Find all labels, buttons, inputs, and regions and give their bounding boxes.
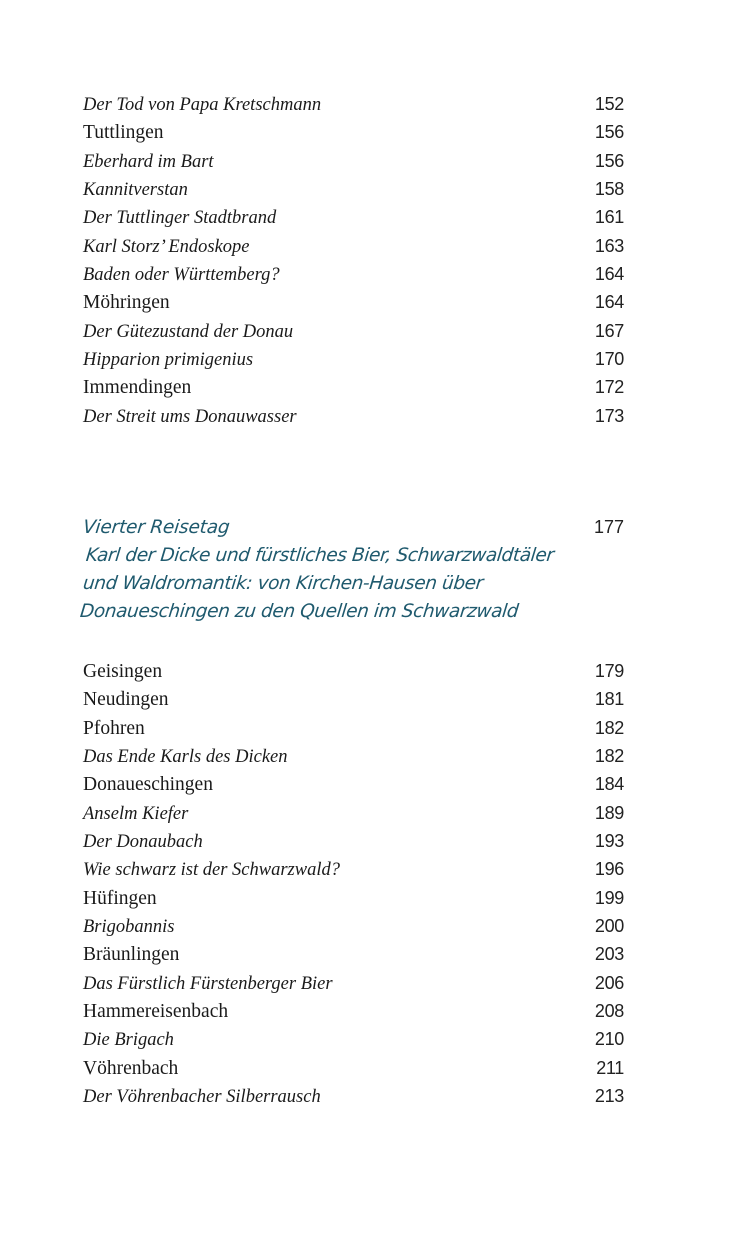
toc-entry-title: Neudingen <box>83 689 169 711</box>
toc-entry-page-number: 182 <box>594 717 624 738</box>
toc-entry <box>83 1082 624 1110</box>
chapter-heading <box>79 514 624 626</box>
toc-entry-title: Bräunlingen <box>83 944 180 966</box>
toc-entry <box>83 714 624 742</box>
toc-entry-page-number: 152 <box>594 94 624 114</box>
toc-entry-page-number: 173 <box>594 405 624 426</box>
toc-entry-page-number: 156 <box>594 150 624 171</box>
toc-entry-page-number: 189 <box>594 802 624 823</box>
toc-entry-page-number: 181 <box>594 689 624 710</box>
toc-entry-page-number: 208 <box>594 1001 624 1022</box>
toc-entry-page-number: 211 <box>596 1057 624 1078</box>
toc-entry <box>83 373 624 401</box>
toc-entry-title: Der Streit ums Donauwasser <box>83 406 297 427</box>
toc-entry <box>83 260 624 288</box>
toc-entry-page-number: 206 <box>594 972 624 993</box>
toc-entry-page-number: 179 <box>594 661 624 681</box>
toc-entry-title: Die Brigach <box>83 1030 174 1051</box>
toc-entry-page-number: 210 <box>594 1029 624 1050</box>
toc-entry-page-number: 164 <box>594 292 624 313</box>
toc-entry-page-number: 164 <box>594 264 624 285</box>
toc-entry-title: Pfohren <box>83 717 145 739</box>
chapter-title: Vierter Reisetag <box>81 517 231 538</box>
toc-entry-page-number: 184 <box>594 774 624 795</box>
toc-entry <box>83 997 624 1025</box>
toc-entry-title: Donaueschingen <box>83 774 213 796</box>
toc-entry <box>83 685 624 713</box>
toc-entry-title: Hammereisenbach <box>83 1001 229 1023</box>
toc-entry <box>83 799 624 827</box>
toc-entry-title: Möhringen <box>83 292 170 314</box>
toc-entry <box>83 657 624 685</box>
toc-entry-page-number: 199 <box>594 887 624 908</box>
toc-list-lower <box>83 657 624 1111</box>
toc-entry-page-number: 170 <box>594 349 624 370</box>
toc-entry-title: Baden oder Württemberg? <box>83 265 280 286</box>
toc-entry <box>83 118 624 146</box>
toc-entry <box>83 232 624 260</box>
toc-entry-page-number: 213 <box>594 1086 624 1107</box>
toc-entry <box>83 912 624 940</box>
toc-entry-page-number: 196 <box>594 859 624 880</box>
toc-entry-title: Immendingen <box>83 377 192 399</box>
toc-entry <box>83 345 624 373</box>
chapter-page-number: 177 <box>593 517 624 537</box>
toc-entry-title: Hipparion primigenius <box>83 350 254 371</box>
toc-entry <box>83 742 624 770</box>
chapter-heading-row <box>83 514 624 542</box>
toc-entry <box>83 402 624 430</box>
toc-entry-page-number: 193 <box>594 831 624 852</box>
toc-entry-title: Geisingen <box>83 661 163 682</box>
toc-entry <box>83 203 624 231</box>
toc-entry-title: Anselm Kiefer <box>83 803 189 824</box>
toc-entry-title: Der Vöhrenbacher Silberrausch <box>83 1087 321 1108</box>
toc-entry-title: Wie schwarz ist der Schwarzwald? <box>83 860 340 881</box>
toc-entry <box>83 1054 624 1082</box>
toc-list-upper <box>83 90 624 430</box>
toc-entry-title: Hüfingen <box>83 887 157 909</box>
toc-entry-page-number: 167 <box>594 320 624 341</box>
toc-entry <box>83 855 624 883</box>
toc-entry-page-number: 182 <box>594 746 624 767</box>
toc-entry-page-number: 161 <box>594 207 624 228</box>
chapter-subtitle: Karl der Dicke und fürstliches Bier, Schwarzwaldtäler und Waldromantik: von Kirchen-Hausen über Donaueschingen zu den Quellen im Schwarzwald <box>79 545 555 622</box>
toc-entry-page-number: 158 <box>594 179 624 200</box>
toc-entry-title: Vöhrenbach <box>83 1057 179 1079</box>
toc-entry <box>83 969 624 997</box>
toc-entry-title: Das Fürstlich Fürstenberger Bier <box>83 973 333 994</box>
toc-entry-title: Kannitverstan <box>83 180 188 201</box>
toc-entry <box>83 884 624 912</box>
toc-entry-page-number: 163 <box>594 235 624 256</box>
toc-entry-page-number: 156 <box>594 122 624 143</box>
toc-entry <box>83 90 624 118</box>
toc-entry <box>83 175 624 203</box>
toc-entry-page-number: 172 <box>594 377 624 398</box>
toc-entry <box>83 827 624 855</box>
toc-entry <box>83 940 624 968</box>
toc-entry-title: Eberhard im Bart <box>83 151 214 172</box>
toc-entry-title: Der Donaubach <box>83 832 203 853</box>
toc-entry-title: Der Gütezustand der Donau <box>83 321 294 342</box>
toc-entry-page-number: 203 <box>594 944 624 965</box>
toc-entry-title: Karl Storz’ Endoskope <box>83 236 250 257</box>
toc-entry-title: Der Tod von Papa Kretschmann <box>83 95 322 115</box>
toc-entry <box>83 1025 624 1053</box>
toc-entry <box>83 317 624 345</box>
toc-entry-title: Das Ende Karls des Dicken <box>83 747 288 768</box>
toc-entry <box>83 147 624 175</box>
toc-entry-title: Brigobannis <box>83 917 175 938</box>
toc-entry-page-number: 200 <box>594 916 624 937</box>
toc-entry-title: Der Tuttlinger Stadtbrand <box>83 208 277 229</box>
toc-entry <box>83 288 624 316</box>
toc-entry-title: Tuttlingen <box>83 122 164 144</box>
toc-entry <box>83 770 624 798</box>
